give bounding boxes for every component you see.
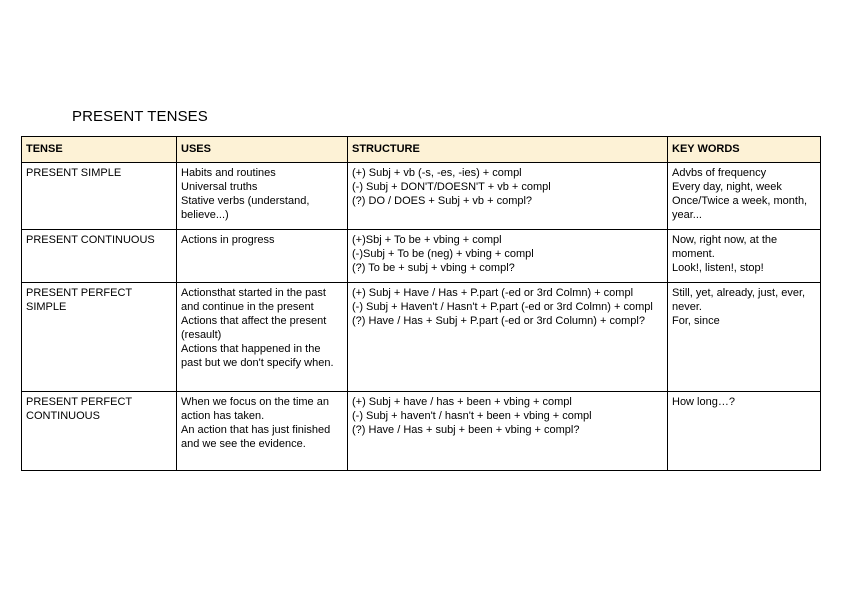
header-structure: STRUCTURE — [348, 137, 668, 163]
structure-cell: (+) Subj + Have / Has + P.part (-ed or 3rd Colmn) + compl (-) Subj + Haven't / Hasn't + P.part (-ed or 3rd Colmn) + compl (?) Have / Has + Subj + P.part (-ed or 3rd Column) + compl? — [348, 283, 668, 392]
structure-cell: (+) Subj + have / has + been + vbing + compl (-) Subj + haven't / hasn't + been + vbing + compl (?) Have / Has + subj + been + vbing + compl? — [348, 392, 668, 471]
tense-cell: PRESENT CONTINUOUS — [22, 230, 177, 283]
table-row — [22, 230, 821, 283]
table-row — [22, 392, 821, 471]
structure-cell: (+) Subj + vb (-s, -es, -ies) + compl (-) Subj + DON'T/DOESN'T + vb + compl (?) DO / DOES + Subj + vb + compl? — [348, 163, 668, 230]
page-title: PRESENT TENSES — [72, 108, 208, 125]
header-uses: USES — [177, 137, 348, 163]
tense-cell: PRESENT PERFECT SIMPLE — [22, 283, 177, 392]
structure-cell: (+)Sbj + To be + vbing + compl (-)Subj + To be (neg) + vbing + compl (?) To be + subj + vbing + compl? — [348, 230, 668, 283]
keywords-cell: Advbs of frequency Every day, night, week Once/Twice a week, month, year... — [668, 163, 821, 230]
tense-cell: PRESENT PERFECT CONTINUOUS — [22, 392, 177, 471]
uses-cell: Habits and routines Universal truths Stative verbs (understand, believe...) — [177, 163, 348, 230]
header-key-words: KEY WORDS — [668, 137, 821, 163]
uses-cell: Actionsthat started in the past and continue in the present Actions that affect the present (resault) Actions that happened in the past but we don't specify when. — [177, 283, 348, 392]
keywords-cell: How long…? — [668, 392, 821, 471]
table-header-row — [22, 137, 821, 163]
keywords-cell: Still, yet, already, just, ever, never. For, since — [668, 283, 821, 392]
header-tense: TENSE — [22, 137, 177, 163]
table-row — [22, 283, 821, 392]
tenses-table — [21, 136, 821, 471]
uses-cell: Actions in progress — [177, 230, 348, 283]
keywords-cell: Now, right now, at the moment. Look!, listen!, stop! — [668, 230, 821, 283]
uses-cell: When we focus on the time an action has taken. An action that has just finished and we see the evidence. — [177, 392, 348, 471]
tense-cell: PRESENT SIMPLE — [22, 163, 177, 230]
table-row — [22, 163, 821, 230]
